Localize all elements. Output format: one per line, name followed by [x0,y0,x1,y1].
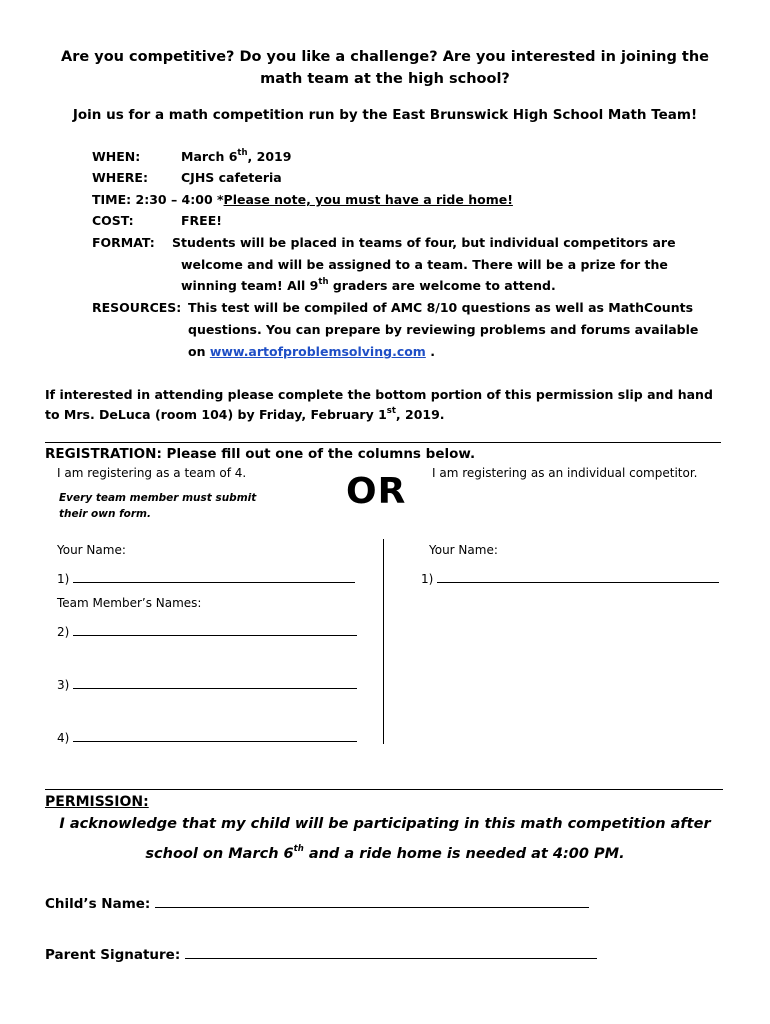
where-label: WHERE: [92,170,148,185]
team-note-line-1: Every team member must submit [59,492,257,504]
permission-divider [45,789,723,790]
team-name-field-3[interactable]: 3) [57,676,357,692]
column-separator [383,539,384,744]
resources-label: RESOURCES: [92,300,182,315]
format-line-1: Students will be placed in teams of four, but individual competitors are [172,235,676,250]
format-label: FORMAT: [92,235,155,250]
resources-line-1: This test will be compiled of AMC 8/10 questions as well as MathCounts [188,300,694,315]
instructions-line-1: If interested in attending please complete the bottom portion of this permission slip and hand [45,387,713,402]
header-line-1: Are you competitive? Do you like a challenge? Are you interested in joining the [61,49,709,65]
where-value: CJHS cafeteria [181,170,282,185]
team-note-line-2: their own form. [59,508,151,520]
registration-heading: REGISTRATION: Please fill out one of the columns below. [45,446,476,462]
team-name-field-2[interactable]: 2) [57,623,357,639]
team-name-field-4[interactable]: 4) [57,729,357,745]
format-line-3: winning team! All 9th graders are welcome to attend. [181,276,556,293]
format-line-2: welcome and will be assigned to a team. There will be a prize for the [181,257,668,272]
individual-label: I am registering as an individual competitor. [432,466,698,480]
aops-link[interactable]: www.artofproblemsolving.com [209,344,426,359]
when-label: WHEN: [92,149,141,164]
team-members-label: Team Member’s Names: [57,596,202,610]
team-label: I am registering as a team of 4. [57,466,247,480]
permission-line-1: I acknowledge that my child will be participating in this math competition after [59,816,711,832]
team-name-field-1[interactable]: 1) [57,570,355,586]
or-text: OR [346,471,407,512]
cost-label: COST: [92,213,134,228]
individual-name-field[interactable]: 1) [421,570,719,586]
divider-line [45,442,721,443]
resources-line-3: on www.artofproblemsolving.com . [188,344,435,359]
time-line: TIME: 2:30 – 4:00 *Please note, you must have a ride home! [92,192,513,207]
subtitle: Join us for a math competition run by the East Brunswick High School Math Team! [72,107,698,123]
resources-line-2: questions. You can prepare by reviewing problems and forums available [188,322,699,337]
ride-home-note: Please note, you must have a ride home! [223,192,513,207]
parent-signature-field[interactable]: Parent Signature: [45,946,597,963]
cost-value: FREE! [181,213,222,228]
individual-your-name-label: Your Name: [429,543,498,557]
permission-heading: PERMISSION: [45,794,149,810]
permission-line-2: school on March 6th and a ride home is needed at 4:00 PM. [145,844,625,862]
team-your-name-label: Your Name: [57,543,126,557]
child-name-field[interactable]: Child’s Name: [45,895,589,912]
instructions-line-2: to Mrs. DeLuca (room 104) by Friday, February 1st, 2019. [45,405,445,422]
when-value: March 6th, 2019 [181,147,292,164]
header-line-2: math team at the high school? [260,71,510,87]
